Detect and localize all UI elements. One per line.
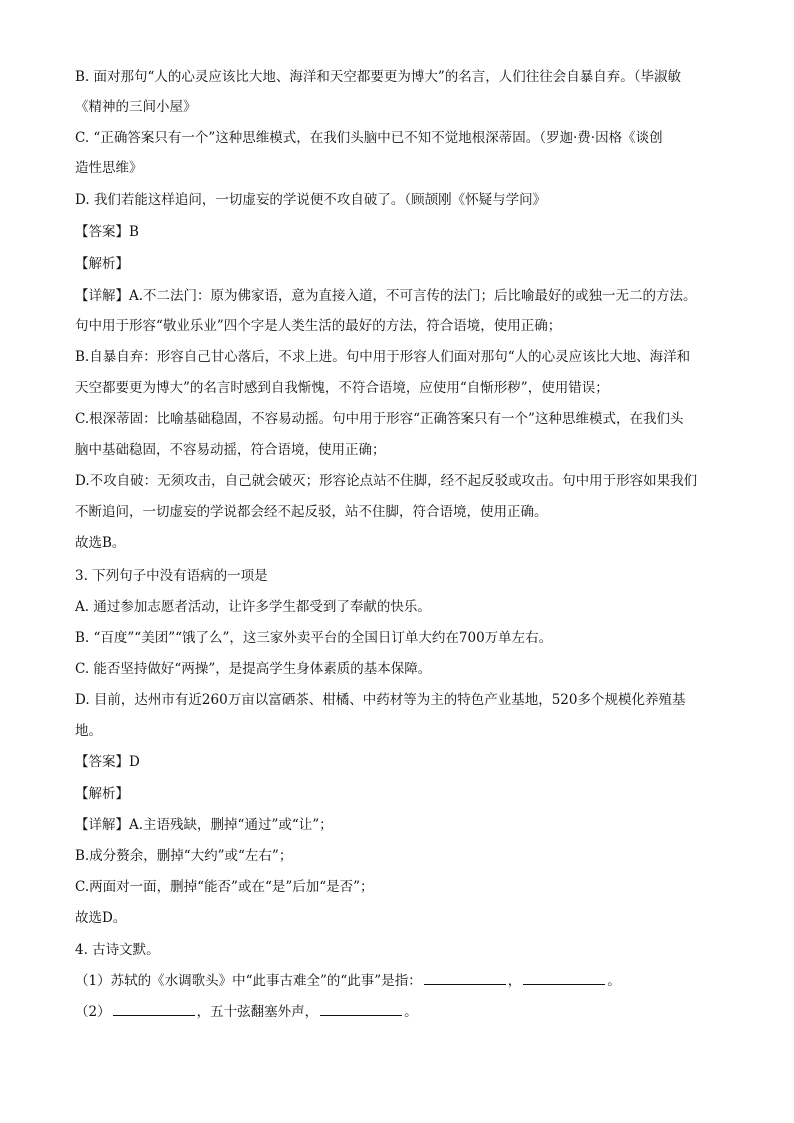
q4-stem: 4. 古诗文默。 xyxy=(75,942,160,958)
q4-sub1-prompt: （1）苏轼的《水调歌头》中“此事古难全”的“此事”是指： xyxy=(75,973,422,989)
q2-detail-line7: D.不攻自破：无须攻击，自己就会破灭；形容论点站不住脚，经不起反驳或攻击。句中用于形容如果我们 xyxy=(75,473,698,489)
q2-detail-line3: B.自暴自弃：形容自己甘心落后，不求上进。句中用于形容人们面对那句“人的心灵应该比大地、海洋和 xyxy=(75,349,691,365)
q3-stem: 3. 下列句子中没有语病的一项是 xyxy=(75,568,268,584)
q3-option-d-line1: D. 目前，达州市有近260万亩以富硒茶、柑橘、中药材等为主的特色产业基地，520多个规模化养殖基 xyxy=(75,692,686,708)
q2-option-c-line2: 造性思维》 xyxy=(75,160,143,176)
q3-option-b: B. “百度”“美团”“饿了么”，这三家外卖平台的全国日订单大约在700万单左右。 xyxy=(75,630,553,646)
q2-detail-line9: 故选B。 xyxy=(75,535,126,551)
q3-detail-line3: C.两面对一面，删掉“能否”或在“是”后加“是否”； xyxy=(75,879,374,895)
q3-analysis-label: 【解析】 xyxy=(75,786,129,802)
q2-option-b-line1: B. 面对那句“人的心灵应该比大地、海洋和天空都要更为博大”的名言，人们往往会自暴自弃。（毕淑敏 xyxy=(75,69,682,85)
q4-sub1-sep: ， xyxy=(507,973,522,989)
q2-answer: 【答案】B xyxy=(75,224,139,240)
q2-analysis-label: 【解析】 xyxy=(75,256,129,272)
q3-option-c: C. 能否坚持做好“两操”，是提高学生身体素质的基本保障。 xyxy=(75,661,432,677)
q4-sub2-end: 。 xyxy=(404,1004,418,1020)
q3-detail-line4: 故选D。 xyxy=(75,910,127,926)
q4-sub1-end: 。 xyxy=(607,973,621,989)
q3-answer: 【答案】D xyxy=(75,754,140,770)
q2-option-d: D. 我们若能这样追问，一切虚妄的学说便不攻自破了。（顾颉刚《怀疑与学问》 xyxy=(75,192,547,208)
q2-detail-line2: 句中用于形容“敬业乐业”四个字是人类生活的最好的方法，符合语境，使用正确； xyxy=(75,318,562,334)
q4-sub2-middle: ，五十弦翻塞外声， xyxy=(196,1004,319,1020)
answer-blank[interactable] xyxy=(113,1003,195,1016)
q4-sub2 xyxy=(75,1002,725,1022)
q2-option-b-line2: 《精神的三间小屋》 xyxy=(75,99,197,115)
q2-detail-line5: C.根深蒂固：比喻基础稳固，不容易动摇。句中用于形容“正确答案只有一个”这种思维模式，在我们头 xyxy=(75,411,684,427)
q2-option-c-line1: C. “正确答案只有一个”这种思维模式，在我们头脑中已不知不觉地根深蒂固。（罗迦·费·因格《谈创 xyxy=(75,130,663,146)
answer-blank[interactable] xyxy=(320,1003,402,1016)
q4-sub1 xyxy=(75,971,725,991)
q3-detail-line2: B.成分赘余，删掉“大约”或“左右”； xyxy=(75,848,293,864)
q2-detail-line6: 脑中基础稳固，不容易动摇，符合语境，使用正确； xyxy=(75,442,386,458)
q2-detail-line8: 不断追问，一切虚妄的学说都会经不起反驳，站不住脚，符合语境，使用正确。 xyxy=(75,504,548,520)
q3-option-d-line2: 地。 xyxy=(75,723,102,739)
q3-detail-line1: 【详解】A.主语残缺，删掉“通过”或“让”； xyxy=(75,817,333,833)
q3-option-a: A. 通过参加志愿者活动，让许多学生都受到了奉献的快乐。 xyxy=(75,599,431,615)
q2-detail-line1: 【详解】A.不二法门：原为佛家语，意为直接入道，不可言传的法门；后比喻最好的或独一无二的方法。 xyxy=(75,288,697,304)
answer-blank[interactable] xyxy=(523,972,605,985)
q4-sub2-prompt: （2） xyxy=(75,1004,111,1020)
answer-blank[interactable] xyxy=(424,972,506,985)
q2-detail-line4: 天空都要更为博大”的名言时感到自我惭愧，不符合语境，应使用“自惭形秽”，使用错误； xyxy=(75,380,609,396)
